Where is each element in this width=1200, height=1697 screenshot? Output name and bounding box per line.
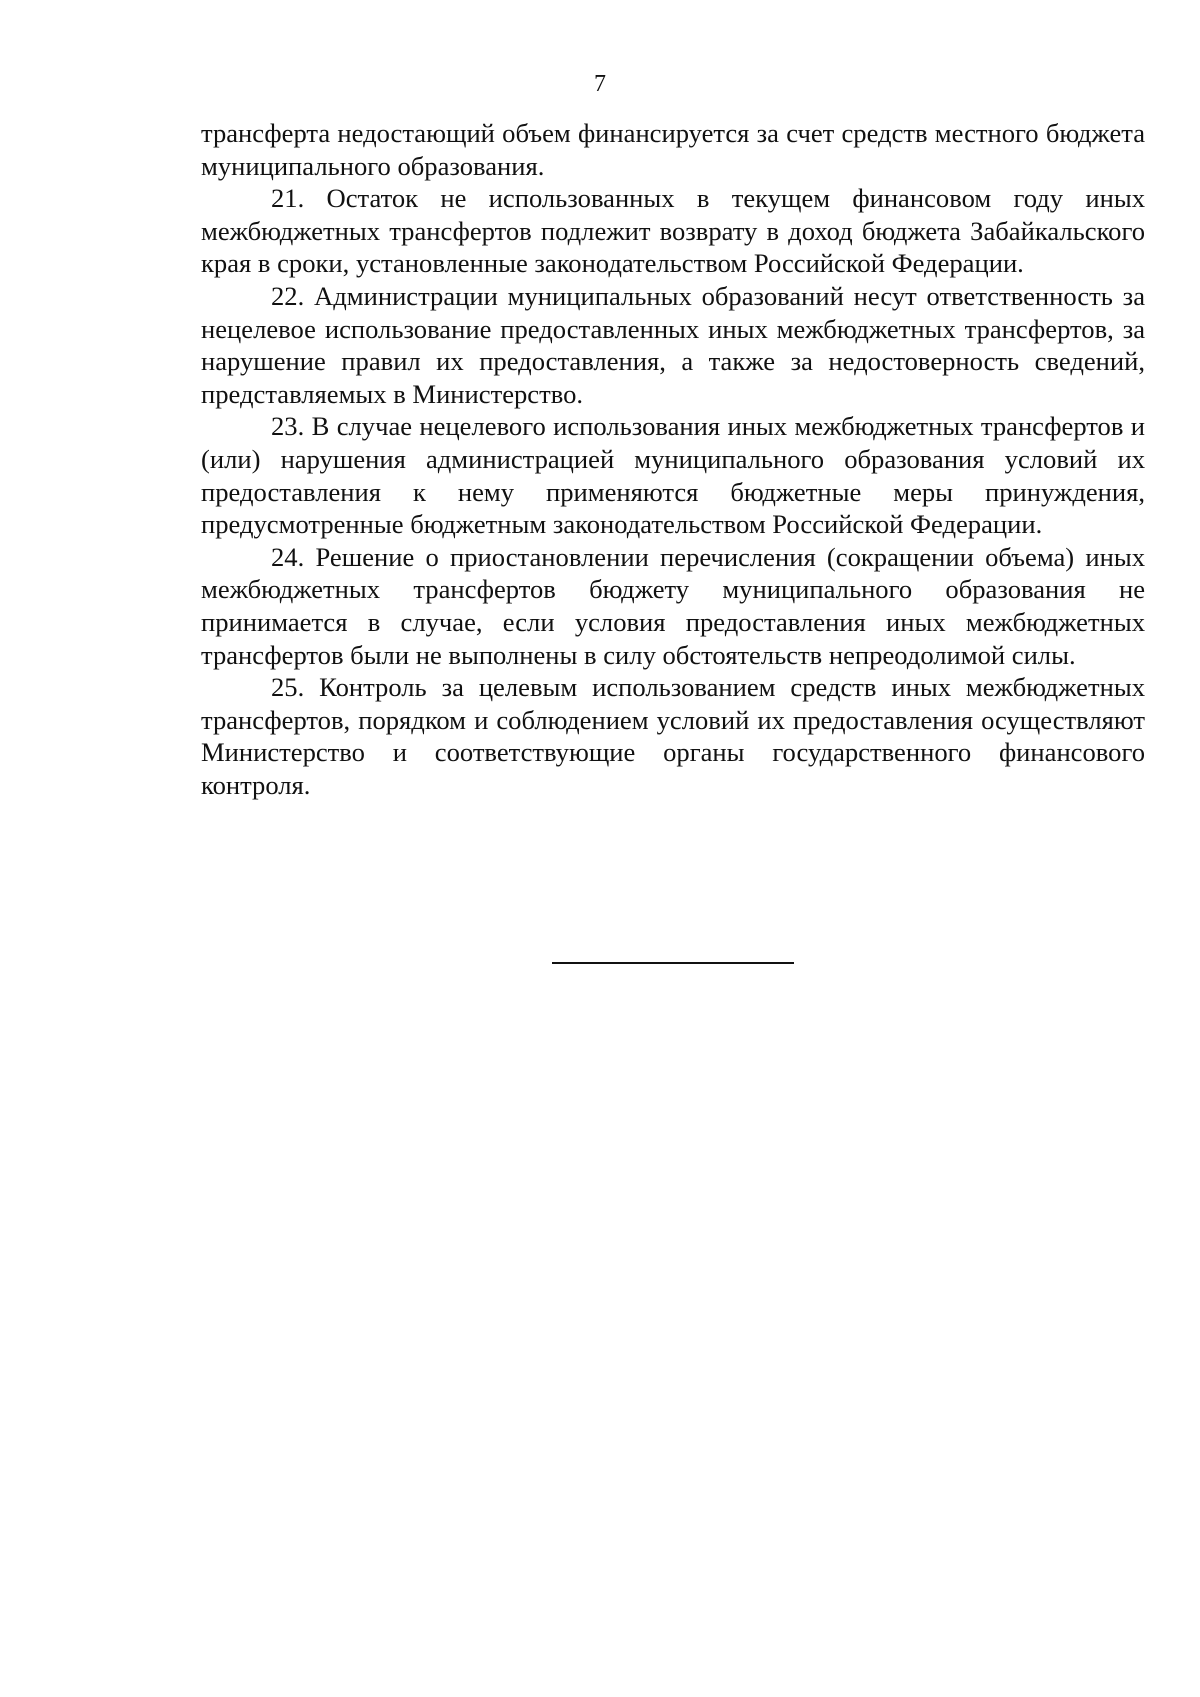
paragraph-item-25: 25. Контроль за целевым использованием средств иных межбюджетных трансфертов, порядком и соблюдением условий их предоставления осуществляют Министерство и соответствующие органы государственного финансового контроля. bbox=[201, 672, 1145, 800]
end-of-document-rule bbox=[552, 962, 794, 964]
paragraph-continuation: трансферта недостающий объем финансируется за счет средств местного бюджета муниципального образования. bbox=[201, 118, 1145, 181]
paragraph-item-21: 21. Остаток не использованных в текущем финансовом году иных межбюджетных трансфертов подлежит возврату в доход бюджета Забайкальского края в сроки, установленные законодательством Российской Федерации. bbox=[201, 183, 1145, 279]
paragraph-item-23: 23. В случае нецелевого использования иных межбюджетных трансфертов и (или) нарушения администрацией муниципального образования условий их предоставления к нему применяются бюджетные меры принуждения, предусмотренные бюджетным законодательством Российской Федерации. bbox=[201, 411, 1145, 540]
page-number: 7 bbox=[594, 71, 606, 97]
paragraph-item-24: 24. Решение о приостановлении перечисления (сокращении объема) иных межбюджетных трансфертов бюджету муниципального образования не принимается в случае, если условия предоставления иных межбюджетных трансфертов были не выполнены в силу обстоятельств непреодолимой силы. bbox=[201, 541, 1145, 670]
document-body bbox=[201, 117, 1145, 801]
paragraph-item-22: 22. Администрации муниципальных образований несут ответственность за нецелевое использование предоставленных иных межбюджетных трансфертов, за нарушение правил их предоставления, а также за недостоверность сведений, представляемых в Министерство. bbox=[201, 280, 1145, 409]
